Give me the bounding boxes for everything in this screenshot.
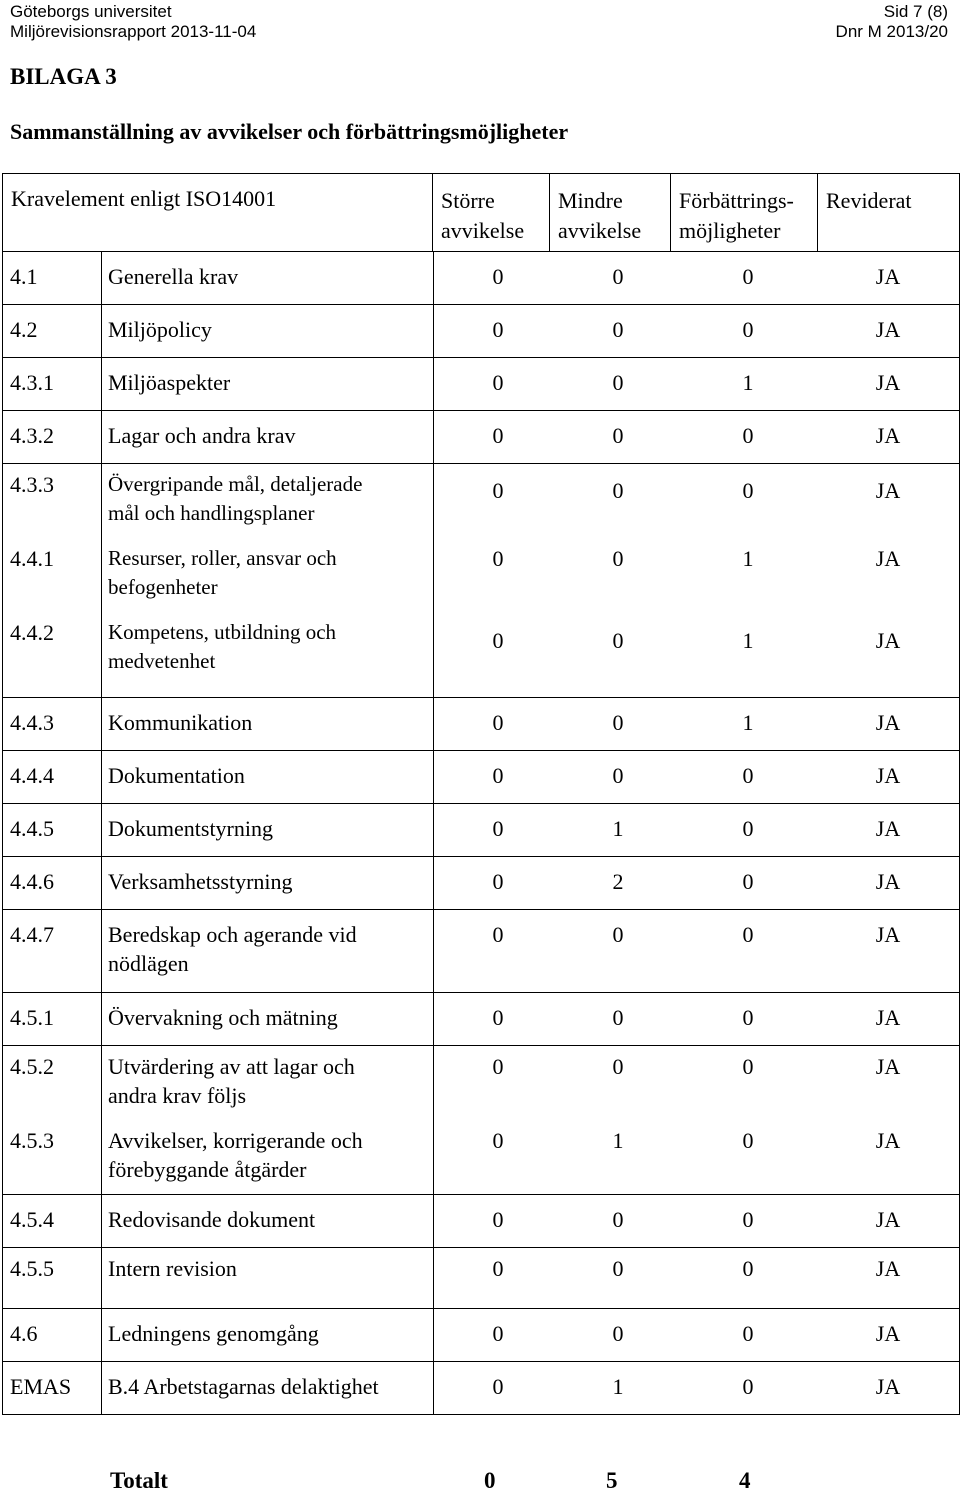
total-minor: 5 <box>606 1468 618 1493</box>
column-header-revised: Reviderat <box>818 174 960 252</box>
improvement-value: 0 <box>742 1005 754 1030</box>
major-deviation-value: 0 <box>492 1321 504 1346</box>
revised-value: JA <box>875 546 901 571</box>
table-row-cell <box>3 305 960 358</box>
minor-deviation-value: 0 <box>612 317 624 342</box>
list-item <box>3 1046 959 1110</box>
requirement-code: 4.5.1 <box>10 1005 54 1030</box>
revised-value: JA <box>875 1374 901 1399</box>
requirement-code: 4.6 <box>10 1321 38 1346</box>
major-deviation-value: 0 <box>492 869 504 894</box>
row-values <box>438 368 958 398</box>
requirement-code: 4.4.3 <box>10 710 54 735</box>
major-deviation-value: 0 <box>492 1256 504 1281</box>
improvement-value: 0 <box>742 423 754 448</box>
minor-deviation-value: 0 <box>612 264 624 289</box>
list-item <box>3 993 959 1033</box>
minor-deviation-value: 1 <box>612 1128 624 1153</box>
minor-deviation-value: 0 <box>612 370 624 395</box>
minor-deviation-value: 0 <box>612 922 624 947</box>
table-row-cell <box>3 252 960 305</box>
requirement-code: 4.5.5 <box>10 1256 54 1281</box>
university-name: Göteborgs universitet <box>10 2 172 21</box>
improvement-value: 1 <box>742 370 754 395</box>
row-values <box>438 1205 958 1235</box>
column-divider <box>101 910 102 992</box>
major-deviation-value: 0 <box>492 1054 504 1079</box>
table-row <box>3 1362 960 1415</box>
list-item <box>3 528 959 602</box>
page-number: Sid 7 (8) <box>883 2 948 21</box>
requirement-name: Övervakning och mätning <box>108 1005 338 1030</box>
table-row-cell <box>3 804 960 857</box>
requirement-name <box>108 920 438 978</box>
table-row-cell <box>3 1362 960 1415</box>
column-divider <box>101 993 102 1045</box>
improvement-value: 0 <box>742 922 754 947</box>
revised-value: JA <box>875 816 901 841</box>
column-header-improvement: Förbättrings- möjligheter <box>671 174 818 252</box>
page-header-right <box>836 2 948 42</box>
table-row <box>3 751 960 804</box>
requirement-name: Miljöpolicy <box>108 317 212 342</box>
table-row-cell <box>3 1309 960 1362</box>
table-row <box>3 411 960 464</box>
requirement-name: Dokumentstyrning <box>108 816 273 841</box>
list-item <box>3 1195 959 1235</box>
requirement-name <box>108 544 438 602</box>
column-divider <box>433 1046 434 1194</box>
requirement-name <box>108 1052 438 1110</box>
requirement-name: Redovisande dokument <box>108 1207 316 1232</box>
table-row <box>3 464 960 698</box>
table-row <box>3 993 960 1046</box>
table-row-cell <box>3 1248 960 1309</box>
major-deviation-value: 0 <box>492 264 504 289</box>
column-divider <box>433 1248 434 1308</box>
major-deviation-value: 0 <box>492 1128 504 1153</box>
revised-value: JA <box>875 317 901 342</box>
requirement-code: 4.3.3 <box>10 472 54 497</box>
minor-deviation-value: 0 <box>612 628 624 653</box>
major-deviation-value: 0 <box>492 710 504 735</box>
table-row-cell <box>3 993 960 1046</box>
list-item <box>3 358 959 398</box>
requirement-code: 4.4.7 <box>10 922 54 947</box>
table-row-cell <box>3 1195 960 1248</box>
list-item <box>3 857 959 897</box>
table-row <box>3 252 960 305</box>
row-values <box>438 1319 958 1349</box>
requirement-name: B.4 Arbetstagarnas delaktighet <box>108 1374 379 1399</box>
requirement-name-line: förebyggande åtgärder <box>108 1157 307 1182</box>
list-item <box>3 804 959 844</box>
table-row <box>3 910 960 993</box>
requirement-name: Miljöaspekter <box>108 370 231 395</box>
minor-deviation-value: 0 <box>612 478 624 503</box>
table-row <box>3 1248 960 1309</box>
column-divider <box>433 1309 434 1361</box>
column-divider <box>433 411 434 463</box>
requirement-name-line: mål och handlingsplaner <box>108 501 315 525</box>
list-item <box>3 305 959 345</box>
list-item <box>3 1248 959 1284</box>
requirement-code: 4.4.4 <box>10 763 54 788</box>
requirement-code: 4.4.5 <box>10 816 54 841</box>
column-divider <box>101 1195 102 1247</box>
improvement-value: 1 <box>742 628 754 653</box>
revised-value: JA <box>875 1207 901 1232</box>
requirement-name <box>108 470 438 528</box>
revised-value: JA <box>875 1128 901 1153</box>
requirement-name-line: nödlägen <box>108 951 189 976</box>
improvement-value: 0 <box>742 478 754 503</box>
list-item <box>3 910 959 978</box>
requirement-code: 4.5.2 <box>10 1054 54 1079</box>
major-deviation-value: 0 <box>492 763 504 788</box>
requirement-code: 4.5.4 <box>10 1207 54 1232</box>
minor-deviation-value: 0 <box>612 763 624 788</box>
improvement-value: 0 <box>742 317 754 342</box>
revised-value: JA <box>875 1321 901 1346</box>
table-row <box>3 1309 960 1362</box>
improvement-value: 0 <box>742 1321 754 1346</box>
requirement-name: Verksamhetsstyrning <box>108 869 293 894</box>
row-values <box>438 1126 958 1184</box>
major-deviation-value: 0 <box>492 628 504 653</box>
column-divider <box>101 698 102 750</box>
minor-deviation-value: 0 <box>612 546 624 571</box>
row-values <box>438 761 958 791</box>
column-divider <box>101 1046 102 1194</box>
major-deviation-value: 0 <box>492 317 504 342</box>
report-name: Miljörevisionsrapport 2013-11-04 <box>10 22 257 41</box>
minor-deviation-value: 0 <box>612 1321 624 1346</box>
requirement-name: Generella krav <box>108 264 239 289</box>
improvement-value: 0 <box>742 869 754 894</box>
table-row <box>3 1046 960 1195</box>
page-header-left <box>10 2 256 42</box>
row-values <box>438 708 958 738</box>
requirement-name-line: befogenheter <box>108 575 218 599</box>
row-values <box>438 618 958 676</box>
deviation-summary-table <box>2 173 960 1415</box>
revised-value: JA <box>875 869 901 894</box>
column-divider <box>433 464 434 697</box>
table-row-cell <box>3 411 960 464</box>
revised-value: JA <box>875 710 901 735</box>
row-values <box>438 1372 958 1402</box>
row-values <box>438 315 958 345</box>
table-row <box>3 305 960 358</box>
revised-value: JA <box>875 1005 901 1030</box>
document-reference: Dnr M 2013/20 <box>835 22 948 41</box>
requirement-name <box>108 1126 438 1184</box>
list-item <box>3 1110 959 1184</box>
improvement-value: 1 <box>742 710 754 735</box>
list-item <box>3 252 959 292</box>
column-divider <box>433 698 434 750</box>
minor-deviation-value: 0 <box>612 1005 624 1030</box>
row-values <box>438 1052 958 1110</box>
total-major: 0 <box>484 1468 496 1493</box>
row-values <box>438 814 958 844</box>
row-values <box>438 421 958 451</box>
major-deviation-value: 0 <box>492 546 504 571</box>
table-row <box>3 358 960 411</box>
page-title: BILAGA 3 <box>10 64 117 89</box>
improvement-value: 0 <box>742 264 754 289</box>
column-divider <box>433 910 434 992</box>
row-values <box>438 920 958 978</box>
page-subtitle: Sammanställning av avvikelser och förbättringsmöjligheter <box>10 119 569 144</box>
column-header-requirement: Kravelement enligt ISO14001 <box>3 174 433 252</box>
list-item <box>3 1362 959 1402</box>
revised-value: JA <box>875 264 901 289</box>
column-divider <box>101 857 102 909</box>
column-divider <box>433 305 434 357</box>
requirement-name: Ledningens genomgång <box>108 1321 319 1346</box>
table-row-cell <box>3 910 960 993</box>
list-item <box>3 751 959 791</box>
column-divider <box>101 305 102 357</box>
requirement-code: EMAS <box>10 1374 72 1399</box>
major-deviation-value: 0 <box>492 370 504 395</box>
column-divider <box>433 1195 434 1247</box>
requirement-name-line: Beredskap och agerande vid <box>108 922 357 947</box>
column-divider <box>433 1362 434 1414</box>
revised-value: JA <box>875 628 901 653</box>
requirement-code: 4.3.1 <box>10 370 54 395</box>
major-deviation-value: 0 <box>492 1005 504 1030</box>
table-row-cell <box>3 464 960 698</box>
column-divider <box>433 857 434 909</box>
requirement-code: 4.4.1 <box>10 546 54 571</box>
column-divider <box>101 252 102 304</box>
revised-value: JA <box>875 763 901 788</box>
requirement-name-line: Utvärdering av att lagar och <box>108 1054 355 1079</box>
table-row-cell <box>3 751 960 804</box>
requirement-code: 4.2 <box>10 317 38 342</box>
table-row-cell <box>3 698 960 751</box>
revised-value: JA <box>875 1256 901 1281</box>
requirement-name-line: Resurser, roller, ansvar och <box>108 546 337 570</box>
row-values <box>438 544 958 602</box>
improvement-value: 0 <box>742 763 754 788</box>
requirement-name: Intern revision <box>108 1256 237 1281</box>
column-divider <box>101 411 102 463</box>
column-divider <box>433 358 434 410</box>
improvement-value: 0 <box>742 1128 754 1153</box>
column-header-minor-deviation: Mindre avvikelse <box>550 174 671 252</box>
major-deviation-value: 0 <box>492 1374 504 1399</box>
list-item <box>3 411 959 451</box>
list-item <box>3 1309 959 1349</box>
requirement-name: Kommunikation <box>108 710 253 735</box>
improvement-value: 0 <box>742 1054 754 1079</box>
minor-deviation-value: 2 <box>612 869 624 894</box>
table-row <box>3 857 960 910</box>
row-values <box>438 262 958 292</box>
column-divider <box>433 252 434 304</box>
requirement-name: Lagar och andra krav <box>108 423 296 448</box>
column-divider <box>433 751 434 803</box>
requirement-code: 4.5.3 <box>10 1128 54 1153</box>
total-label: Totalt <box>110 1468 168 1493</box>
requirement-name-line: medvetenhet <box>108 649 216 673</box>
requirement-name-line: Övergripande mål, detaljerade <box>108 472 363 496</box>
requirement-name <box>108 618 438 676</box>
list-item <box>3 464 959 528</box>
revised-value: JA <box>875 370 901 395</box>
column-divider <box>101 1309 102 1361</box>
major-deviation-value: 0 <box>492 1207 504 1232</box>
requirement-name: Dokumentation <box>108 763 245 788</box>
minor-deviation-value: 0 <box>612 423 624 448</box>
requirement-code: 4.3.2 <box>10 423 54 448</box>
column-divider <box>101 358 102 410</box>
row-values <box>438 470 958 528</box>
table-header-row <box>3 174 960 252</box>
column-divider <box>101 751 102 803</box>
revised-value: JA <box>875 1054 901 1079</box>
table-row-cell <box>3 358 960 411</box>
row-values <box>438 1254 958 1284</box>
minor-deviation-value: 0 <box>612 1207 624 1232</box>
revised-value: JA <box>875 478 901 503</box>
major-deviation-value: 0 <box>492 922 504 947</box>
requirement-code: 4.1 <box>10 264 38 289</box>
table-row <box>3 698 960 751</box>
row-values <box>438 1003 958 1033</box>
table-row <box>3 804 960 857</box>
minor-deviation-value: 0 <box>612 1054 624 1079</box>
requirement-code: 4.4.2 <box>10 620 54 645</box>
minor-deviation-value: 1 <box>612 816 624 841</box>
improvement-value: 0 <box>742 1374 754 1399</box>
major-deviation-value: 0 <box>492 478 504 503</box>
column-divider <box>101 464 102 697</box>
column-divider <box>101 804 102 856</box>
minor-deviation-value: 1 <box>612 1374 624 1399</box>
requirement-name-line: andra krav följs <box>108 1083 247 1108</box>
table-row-cell <box>3 1046 960 1195</box>
improvement-value: 1 <box>742 546 754 571</box>
column-divider <box>101 1362 102 1414</box>
list-item <box>3 698 959 738</box>
requirement-name-line: Avvikelser, korrigerande och <box>108 1128 363 1153</box>
major-deviation-value: 0 <box>492 816 504 841</box>
column-header-major-deviation: Större avvikelse <box>433 174 550 252</box>
improvement-value: 0 <box>742 1207 754 1232</box>
row-values <box>438 867 958 897</box>
revised-value: JA <box>875 922 901 947</box>
minor-deviation-value: 0 <box>612 1256 624 1281</box>
table-row-cell <box>3 857 960 910</box>
revised-value: JA <box>875 423 901 448</box>
list-item <box>3 602 959 676</box>
requirement-name-line: Kompetens, utbildning och <box>108 620 337 644</box>
column-divider <box>433 993 434 1045</box>
column-divider <box>433 804 434 856</box>
improvement-value: 0 <box>742 816 754 841</box>
major-deviation-value: 0 <box>492 423 504 448</box>
total-improvement: 4 <box>739 1468 751 1493</box>
improvement-value: 0 <box>742 1256 754 1281</box>
column-divider <box>101 1248 102 1308</box>
requirement-code: 4.4.6 <box>10 869 54 894</box>
minor-deviation-value: 0 <box>612 710 624 735</box>
table-row <box>3 1195 960 1248</box>
